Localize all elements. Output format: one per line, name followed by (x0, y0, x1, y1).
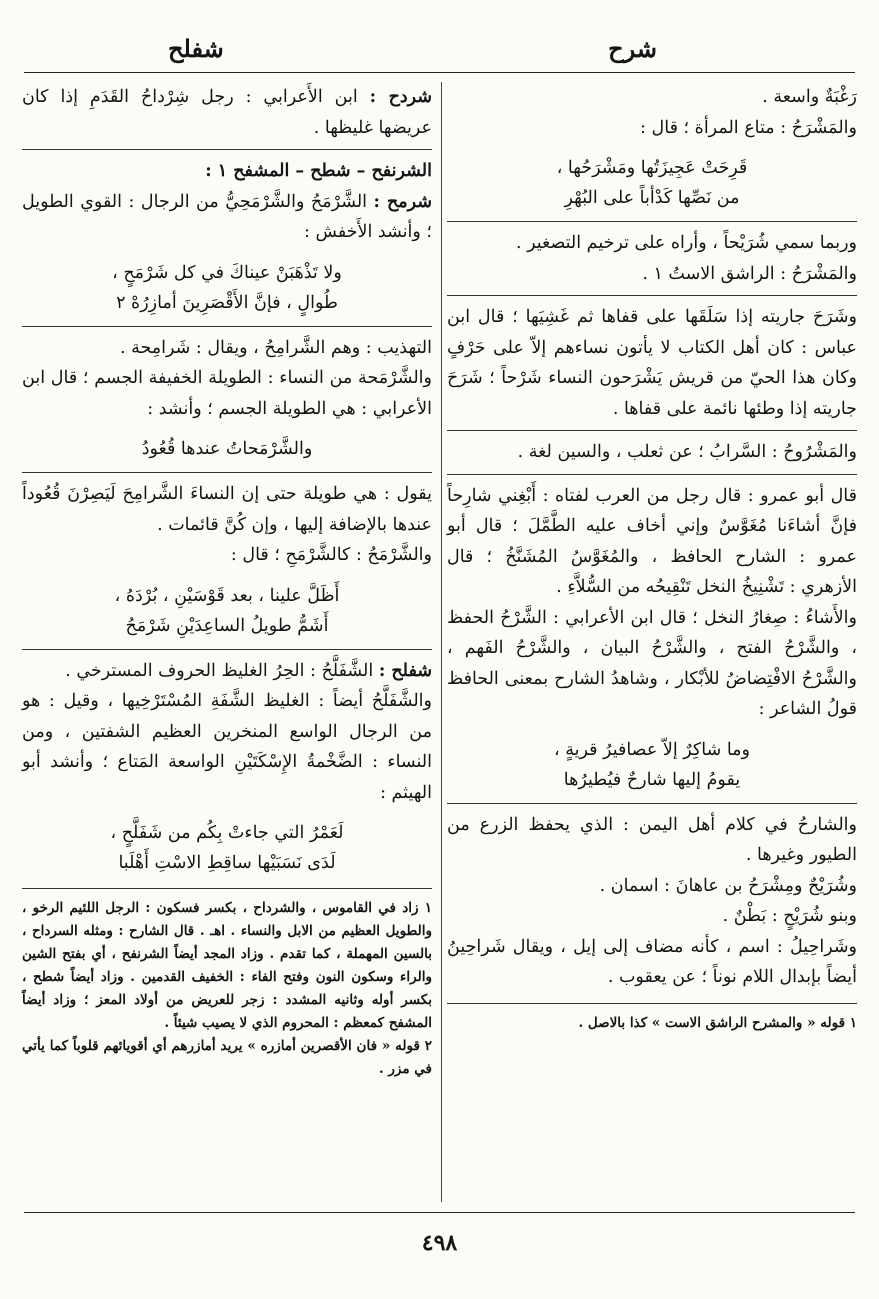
divider (447, 295, 857, 296)
entry-text: الشَّفَلَّحُ : الحِرُ الغليظ الحروف المسترخي . (65, 660, 374, 681)
paragraph: والشَّرْمَحة من النساء : الطويلة الخفيفة الجسم ؛ قال ابن الأعرابي : هي الطويلة الجسم ؛ وأنشد : (22, 368, 432, 419)
verse-line: ولا تَذْهَبَنْ عيناكَ في كل شَرْمَحٍ ، (112, 262, 342, 283)
footnotes (447, 1012, 857, 1035)
divider (22, 149, 432, 150)
footnote: ١ زاد في القاموس ، والشرداح ، بكسر فسكون : الرجل اللئيم الرخو ، والطويل العظيم من الابل والنساء . اهـ . قال الشارح : ومثله السرداح ، بالسين المهملة ، كما تقدم . وزاد المجد أيضاً الشرنفح ، أي بفتح الشين والراء وسكون النون وفتح الفاء : الخفيف القدمين . وزاد أيضاً شطح ، بكسر أوله وثانيه المشدد : زجر للعريض من أولاد المعز ؛ وزاد أيضاً المشفح كمعظم : المحروم الذي لا يصيب شيئاً . (22, 900, 432, 1031)
divider (22, 326, 432, 327)
verse-line: لَدَى نَسَبَيْها ساقِطِ الاسْتِ أَهْلَبا (118, 853, 336, 873)
left-column (22, 82, 432, 1081)
footnote: ١ قوله « والمشرح الراشق الاست » كذا بالاصل . (578, 1014, 857, 1031)
footer-rule (24, 1212, 855, 1213)
paragraph: رَغْبَةٌ واسعة . (762, 87, 857, 107)
footnotes (22, 897, 432, 1081)
verse-line: يقومُ إليها شارحٌ فيُطيرُها (563, 769, 741, 790)
paragraph: يقول : هي طويلة حتى إن النساءَ الشَّرامِحَ لَيَصِرْنَ قُعُوداً عندها بالإضافة إليها ، وإن كُنَّ قائمات . (22, 484, 432, 535)
running-header-left: شفلح (168, 34, 224, 63)
paragraph: والمَشْرَحُ : متاع المرأة ؛ قال : (640, 117, 857, 138)
paragraph: والمَشْرَحُ : الراشق الاستُ ١ . (642, 263, 857, 284)
paragraph: التهذيب : وهم الشَّرامِحُ ، ويقال : شَرامِحة . (119, 337, 432, 358)
entry-shardah (22, 82, 432, 143)
paragraph: والمَشْرُوحُ : السَّرابُ ؛ عن ثعلب ، والسين لغة . (517, 442, 857, 462)
footnote-rule (447, 1003, 857, 1004)
verse-line: وما شاكِرٌ إلاّ عصافيرُ قريةٍ ، (554, 739, 750, 760)
paragraph: والشارحُ في كلام أهل اليمن : الذي يحفظ الزرع من الطيور وغيرها . (447, 814, 857, 865)
page-number: ٤٩٨ (421, 1230, 458, 1256)
footnote: ٢ قوله « فان الأقصرين أمازره » يريد أمازرهم أي أقويائهم قلوباً كما يأتي في مزر . (22, 1038, 432, 1077)
entry-text: ابن الأَعرابي : رجل شِرْداحُ القَدَمِ إذا كان عريضها غليظها . (22, 87, 432, 138)
entry-sharmah (22, 187, 432, 248)
paragraph: والشَّرْمَحُ : كالشَّرْمَحِ ؛ قال : (230, 545, 432, 565)
paragraph: والأَشاءُ : صِغارُ النخل ؛ قال ابن الأعرابي : الشَّرْحُ الحفظ ، والشَّرْحُ الفتح ، والشَّرْحُ البيان ، والشَّرْحُ الفَهم ، والشَّرْحُ الافْتِضاضُ للأبْكار ، وشاهدُ الشارح بمعنى الحافظ قولُ الشاعر : (447, 607, 857, 719)
paragraph: وشَراحِيلُ : اسم ، كأنه مضاف إلى إيل ، ويقال شَراحِينُ أيضاً بإبدال اللام نوناً ؛ عن يعقوب . (447, 936, 857, 987)
divider (447, 430, 857, 431)
divider (447, 803, 857, 804)
verse (22, 258, 432, 318)
entry-text: الشَّرْمَحُ والشَّرْمَحِيُّ من الرجال : القوي الطويل ؛ وأنشد الأَخفش : (22, 191, 432, 242)
paragraph: قال أبو عمرو : قال رجل من العرب لفتاه : أَبْغِني شارِحاً فإنَّ أشاءَنا مُغَوَّسٌ وإني أخاف عليه الطَّمَّلَ ؛ قال أبو عمرو : الشارح الحافظ ، والمُغَوَّسُ المُشَنَّخُ ؛ قال الأزهري : تَشْنِيخُ النخل تَنْقِيحُه من السُّلاَّءِ . (447, 485, 857, 597)
footnote-rule (22, 888, 432, 889)
verse-line: لَعَمْرُ التي جاءتْ بِكُم من شَفَلَّحٍ ، (110, 823, 344, 843)
paragraph: والشَّفَلَّحُ أيضاً : الغليظ الشَّفَةِ المُسْتَرْخِيها ، وقيل : هو من الرجال الواسع المنخرين العظيم الشفتين ، ومن النساء : الضَّخْمةُ الإِسْكَتَيْنِ الواسعة المَتاع ؛ وأنشد أبو الهيثم : (22, 691, 432, 803)
verse-line: أَظَلَّ علينا ، بعد قَوْسَيْنِ ، بُرْدَهُ ، (114, 585, 340, 606)
running-header-right: شرح (608, 34, 657, 63)
verse-line: والشَّرْمَحاتُ عندها قُعُودُ (141, 439, 313, 459)
headword: شردح : (369, 87, 432, 107)
paragraph: وربما سمي شُرَيْحاً ، وأراه على ترخيم التصغير . (515, 233, 857, 253)
verse-line: أَشَمُّ طويلُ الساعِدَيْنِ شَرْمَحُ (125, 615, 329, 636)
headword: شرمح : (373, 191, 432, 212)
paragraph: وشَرَحَ جاريته إذا سَلَقَها على قفاها ثم غَشِيَها ؛ قال ابن عباس : كان أهل الكتاب لا يأتون نساءهم إلاّ على حَرْفٍ وكان هذا الحيّ من قريش يَشْرَحون النساء شَرْحاً ؛ شَرَحَ جاريته إذا وطئها نائمة على قفاها . (447, 307, 857, 419)
divider (22, 472, 432, 473)
divider (447, 474, 857, 475)
section-heading: الشرنفح – شطح – المشفح ١ : (205, 161, 432, 181)
verse (22, 434, 432, 464)
verse (22, 581, 432, 641)
paragraph: وبنو شُرَيْحٍ : بَطْنٌ . (722, 906, 857, 926)
headword: شفلح : (378, 660, 432, 681)
right-column (447, 82, 857, 1035)
paragraph: وشُرَيْحٌ ومِشْرَحُ بن عاهانَ : اسمان . (599, 875, 857, 896)
divider (22, 649, 432, 650)
verse-line: من نَصِّها كَدْأباً على البُهْرِ (564, 188, 740, 208)
entry-shafallah (22, 656, 432, 687)
divider (447, 221, 857, 222)
header-rule (24, 72, 855, 73)
verse (447, 153, 857, 213)
column-divider (441, 82, 442, 1202)
verse-line: طُوالٍ ، فإنَّ الأَقْصَرِينَ أمازِرُهْ ٢ (116, 292, 338, 313)
verse (447, 735, 857, 795)
verse (22, 818, 432, 878)
verse-line: قَرِحَتْ عَجِيزَتُها ومَشْرَحُها ، (556, 158, 748, 178)
